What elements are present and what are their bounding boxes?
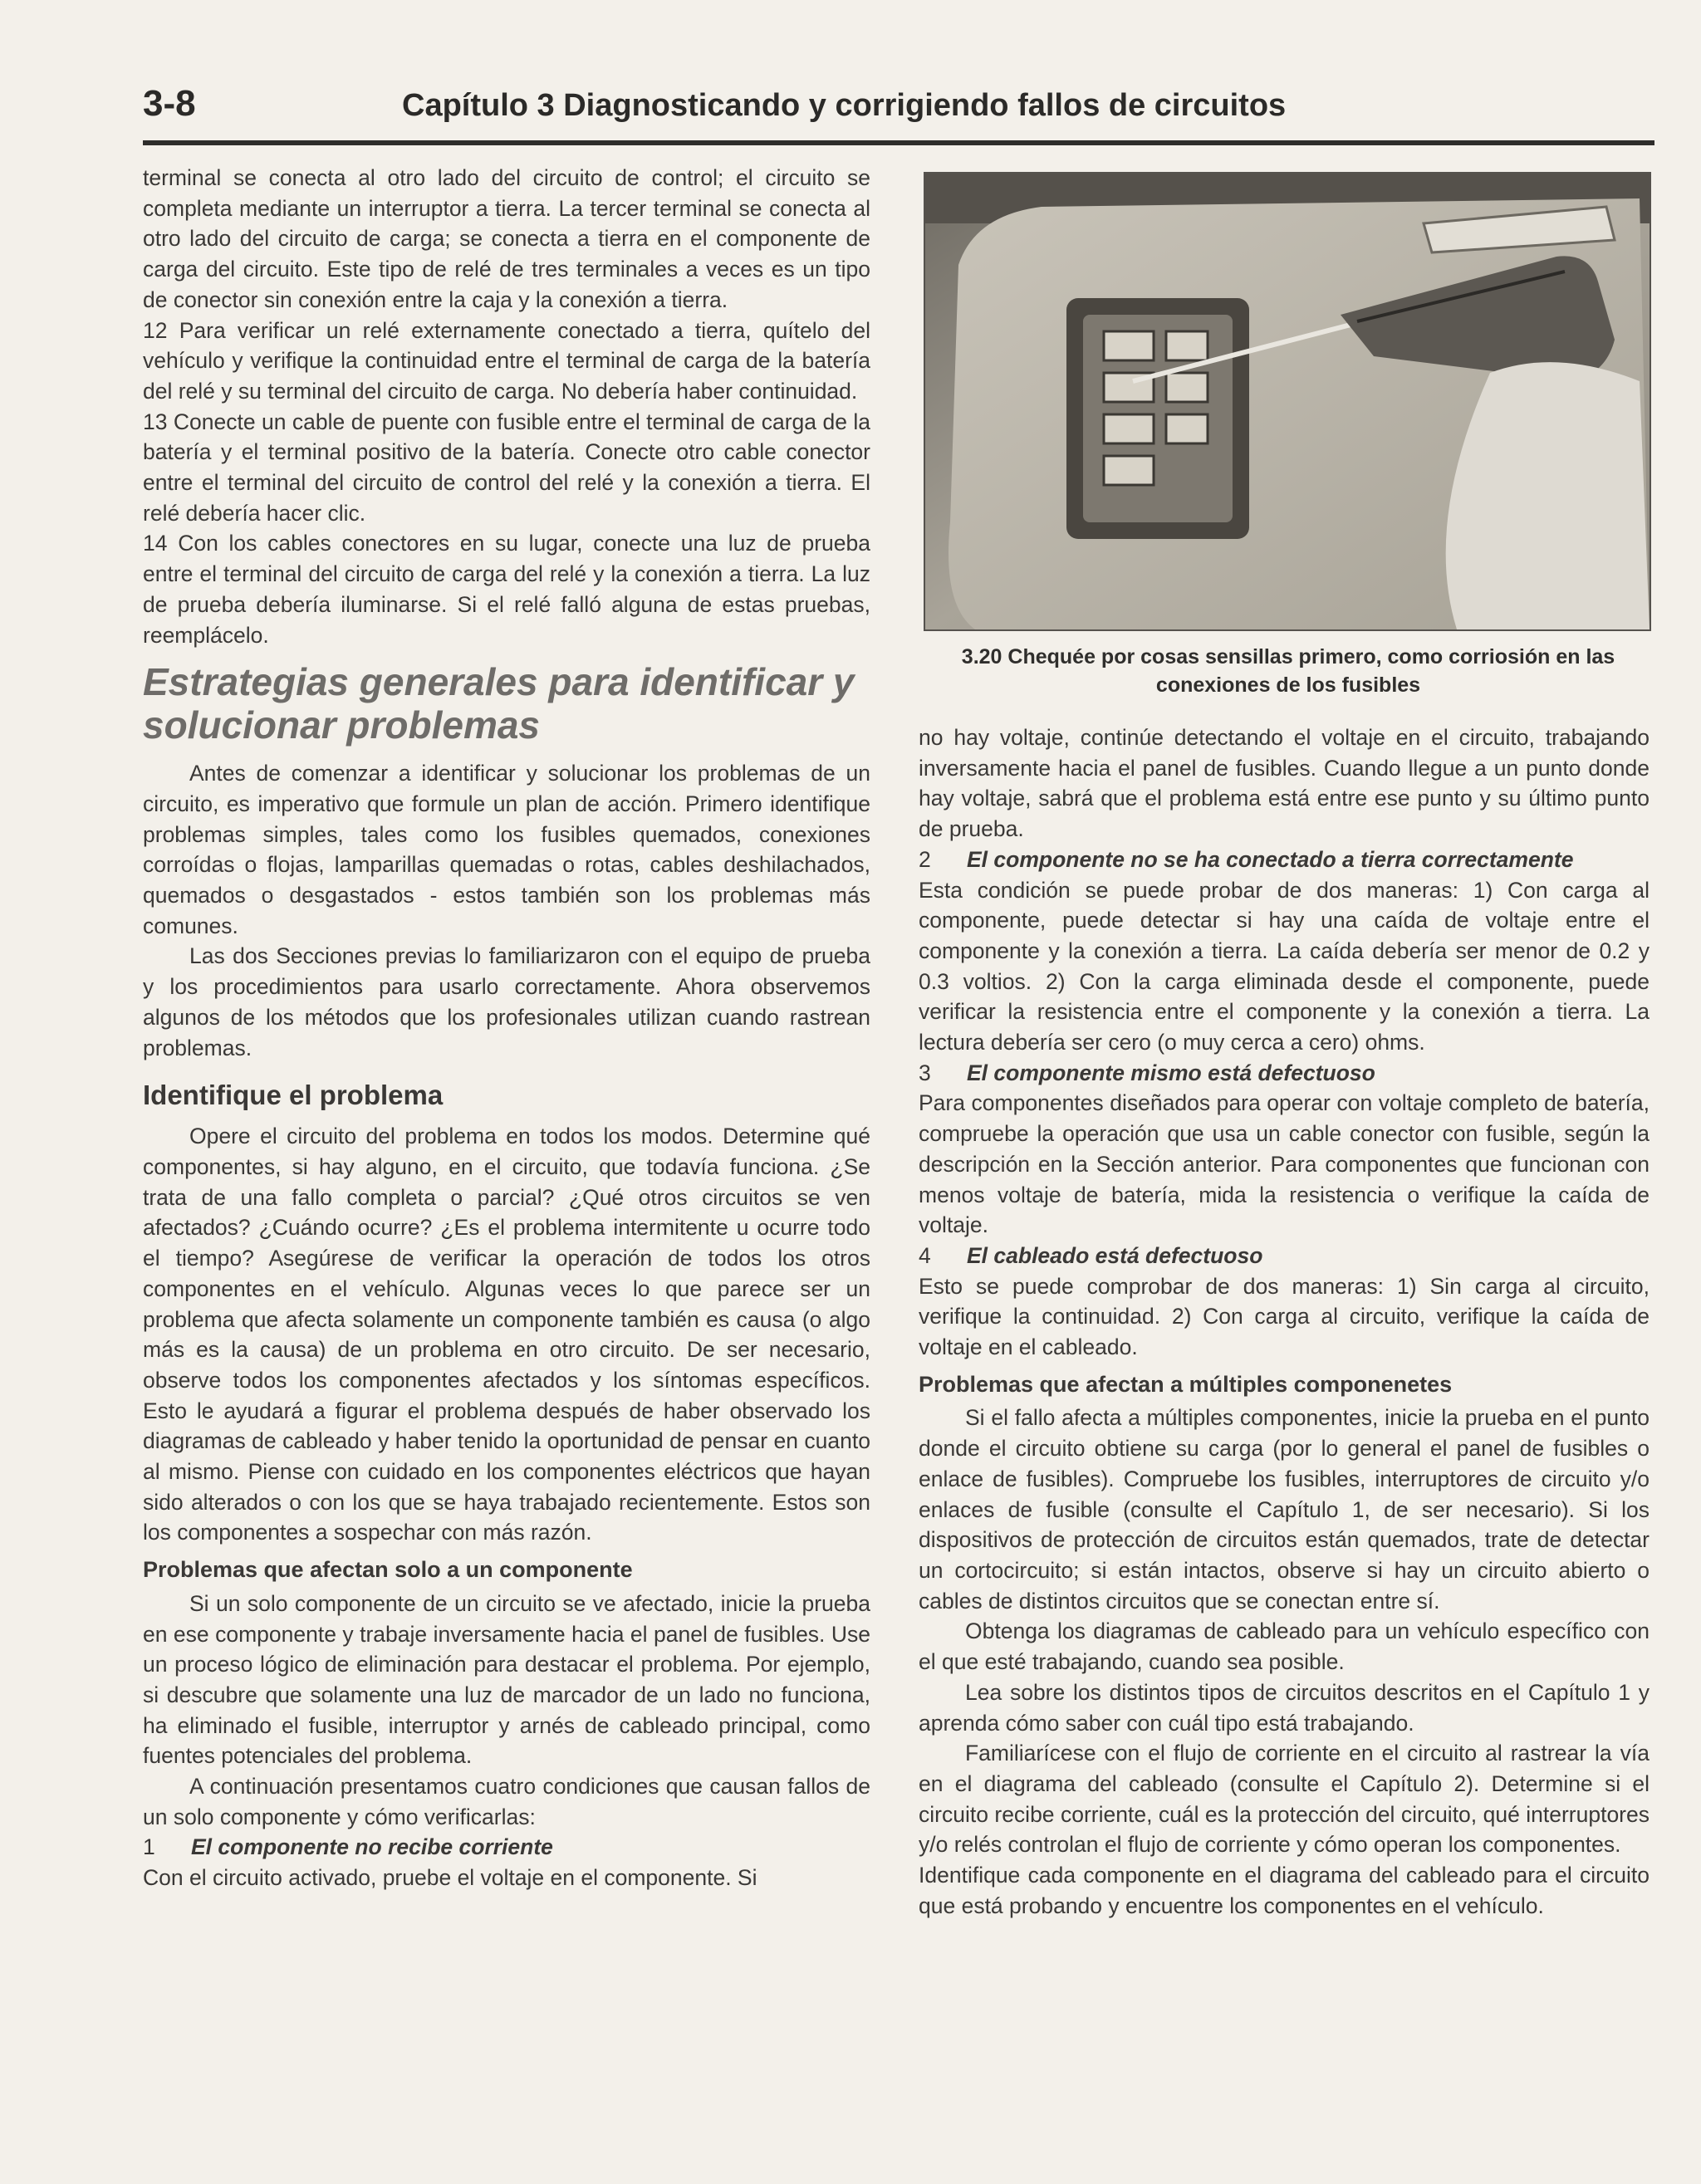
header-rule: [143, 140, 1654, 145]
paragraph-single-2: A continuación presentamos cuatro condiciones que causan fallos de un solo componente y cómo verificarlas:: [143, 1774, 870, 1829]
paragraph-multi-1: Si el fallo afecta a múltiples componentes, inicie la prueba en el punto donde el circuito obtiene su carga (por lo general el panel de fusibles o enlace de fusibles). Compruebe los fusibles, interruptores de circuito y/o enlaces de fusible (consulte el Capítulo 1, de ser necesario). Si los dispositivos de protección de circuitos están quemados, trate de detectar un cortocircuito; si están intactos, observe si hay un circuito abierto o cables de distintos circuitos que se conectan entre sí.: [919, 1405, 1650, 1614]
paragraph-strategies-1: Antes de comenzar a identificar y solucionar los problemas de un circuito, es imperativo que formule un plan de acción. Primero identifique problemas simples, tales como los fusibles quemados, conexiones corroídas o flojas, lamparillas quemadas o rotas, cables deshilachados, quemados o desgastados - estos también son los problemas más comunes.: [143, 761, 870, 938]
paragraph-intro: terminal se conecta al otro lado del circuito de control; el circuito se completa mediante un interruptor a tierra. La tercer terminal se conecta al otro lado del circuito de carga; se conecta a tierra en el componente de carga del circuito. Este tipo de relé de tres terminales a veces es un tipo de conector sin conexión entre la caja y la conexión a tierra.: [143, 165, 870, 312]
paragraph-multi-3: Lea sobre los distintos tipos de circuitos descritos en el Capítulo 1 y aprenda cómo saber con cuál tipo está trabajando.: [919, 1679, 1650, 1736]
paragraph-multi-5: Identifique cada componente en el diagrama del cableado para el circuito que está probando y encuentre los componentes en el vehículo.: [919, 1863, 1650, 1918]
numbered-heading-2: [919, 845, 1650, 875]
paragraph-item-3: Para componentes diseñados para operar con voltaje completo de batería, compruebe la operación que usa un cable conector con fusible, según la descripción en la Sección anterior. Para componentes que funcionan con menos voltaje de batería, mida la resistencia o verifique la caída de voltaje.: [919, 1090, 1650, 1238]
item-number: 4: [919, 1242, 931, 1268]
item-title: El componente no se ha conectado a tierra correctamente: [967, 846, 1574, 872]
paragraph-identify: Opere el circuito del problema en todos los modos. Determine qué componentes, si hay alguno, en el circuito, que todavía funciona. ¿Se trata de una fallo completa o parcial? ¿Qué otros circuitos se ven afectados? ¿Cuándo ocurre? ¿Es el problema intermitente u ocurre todo el tiempo? Asegúrese de verificar la operación de todos los otros componentes en el vehículo. Algunas veces lo que parece ser un problema que afecta solamente un componente también es causa (o algo más es la causa) de un problema en otro circuito. De ser necesario, observe todos los componentes afectados y los síntomas específicos. Esto le ayudará a figurar el problema después de haber observado los diagramas de cableado y haber tenido la oportunidad de pensar en cuanto al mismo. Piense con cuidado en los componentes eléctricos que hayan sido alterados o con los que se haya trabajado recientemente. Estos son los componentes a sospechar con más razón.: [143, 1124, 870, 1545]
minor-title-single: Problemas que afectan solo a un componente: [143, 1557, 633, 1583]
numbered-heading-4: [919, 1241, 1650, 1271]
paragraph-single-1: Si un solo componente de un circuito se ve afectado, inicie la prueba en ese componente y trabaje inversamente hacia el panel de fusibles. Use un proceso lógico de eliminación para destacar el problema. Por ejemplo, si descubre que solamente una luz de marcador de un lado no funciona, ha eliminado el fusible, interruptor y arnés de cableado principal, como fuentes potenciales del problema.: [143, 1590, 870, 1769]
page-header: [143, 83, 1654, 141]
left-column: [143, 163, 870, 1893]
paragraph-step-13: 13 Conecte un cable de puente con fusible entre el terminal de carga de la batería y el terminal positivo de la batería. Conecte otro cable conector entre el terminal del circuito de control del relé y la conexión a tierra. El relé debería hacer clic.: [143, 409, 870, 526]
item-title: El componente no recibe corriente: [191, 1834, 553, 1860]
paragraph-item-1: Con el circuito activado, pruebe el voltaje en el componente. Si: [143, 1865, 757, 1891]
item-title: El componente mismo está defectuoso: [967, 1060, 1375, 1085]
paragraph-item-1-continued: no hay voltaje, continúe detectando el voltaje en el circuito, trabajando inversamente hacia el panel de fusibles. Cuando llegue a un punto donde hay voltaje, sabrá que el problema está entre ese punto y su último punto de prueba.: [919, 725, 1650, 842]
subsection-title: Identifique el problema: [143, 1080, 444, 1111]
paragraph-step-12: 12 Para verificar un relé externamente conectado a tierra, quítelo del vehículo y verifique la continuidad entre el terminal de carga de la batería del relé y su terminal del circuito de carga. No debería haber continuidad.: [143, 317, 870, 404]
page-number: 3-8: [143, 83, 196, 124]
paragraph-item-4: Esto se puede comprobar de dos maneras: 1) Sin carga al circuito, verifique la continuidad. 2) Con carga al circuito, verifique la caída de voltaje en el cableado.: [919, 1273, 1650, 1360]
paragraph-step-14: 14 Con los cables conectores en su lugar, conecte una luz de prueba entre el terminal del circuito de carga del relé y la conexión a tierra. La luz de prueba debería iluminarse. Si el relé falló alguna de estas pruebas, reemplácelo.: [143, 531, 870, 648]
item-title: El cableado está defectuoso: [967, 1242, 1263, 1268]
paragraph-multi-4: Familiarícese con el flujo de corriente en el circuito al rastrear la vía en el diagrama del cableado (consulte el Capítulo 2). Determine si el circuito recibe corriente, cuál es la protección del circuito, qué interruptores y/o relés controlan el flujo de corriente y cómo operan los componentes.: [919, 1741, 1650, 1858]
numbered-heading-3: [919, 1058, 1650, 1089]
figure-caption: 3.20 Chequée por cosas sensillas primero, como corriosión en las conexiones de los fusibles: [961, 645, 1615, 697]
chapter-title: Capítulo 3 Diagnosticando y corrigiendo fallos de circuitos: [402, 88, 1287, 123]
paragraph-strategies-2: Las dos Secciones previas lo familiarizaron con el equipo de prueba y los procedimientos para usarlo correctamente. Ahora observemos algunos de los métodos que los profesionales utilizan cuando rastrean problemas.: [143, 943, 870, 1060]
item-number: 2: [919, 846, 931, 872]
figure-photo: [924, 172, 1651, 631]
fuse-box-photo-illustration: [925, 174, 1650, 629]
item-number: 3: [919, 1060, 931, 1085]
minor-title-multi: Problemas que afectan a múltiples componenetes: [919, 1371, 1453, 1397]
section-title: Estrategias generales para identificar y solucionar problemas: [143, 660, 855, 747]
paragraph-multi-2: Obtenga los diagramas de cableado para un vehículo específico con el que esté trabajando, cuando sea posible.: [919, 1618, 1650, 1675]
right-column: [919, 722, 1650, 1921]
paragraph-item-2: Esta condición se puede probar de dos maneras: 1) Con carga al componente, puede detectar si hay una caída de voltaje entre el componente y la conexión a tierra. La caída debería ser menor de 0.2 y 0.3 voltios. 2) Con la carga eliminada desde el componente, puede verificar la resistencia entre el componente y la conexión a tierra. La lectura debería ser cero (o muy cerca a cero) ohms.: [919, 877, 1650, 1055]
item-number: 1: [143, 1834, 155, 1860]
numbered-heading-1: [143, 1832, 870, 1863]
